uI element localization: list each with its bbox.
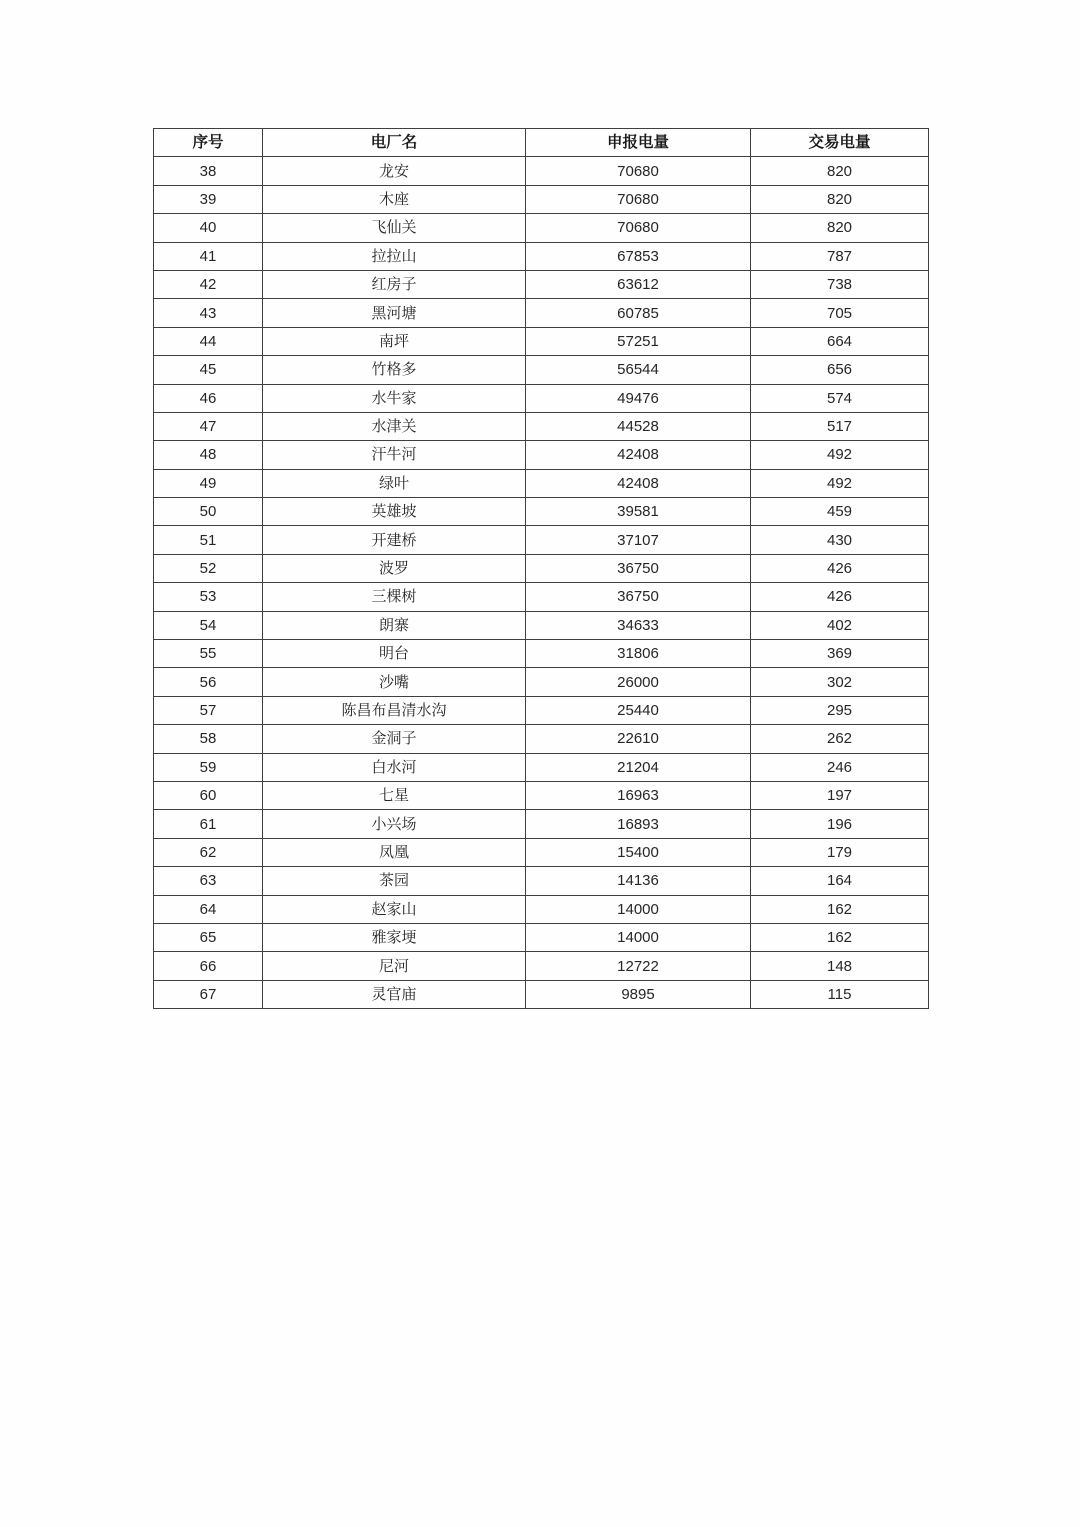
- cell-plant-name: 拉拉山: [263, 242, 526, 270]
- cell-plant-name: 竹格多: [263, 356, 526, 384]
- cell-plant-name: 木座: [263, 185, 526, 213]
- cell-declared-energy: 44528: [526, 412, 751, 440]
- cell-index: 59: [154, 753, 263, 781]
- cell-traded-energy: 162: [751, 923, 929, 951]
- cell-plant-name: 沙嘴: [263, 668, 526, 696]
- cell-traded-energy: 369: [751, 640, 929, 668]
- table-row: [154, 725, 929, 753]
- power-plant-table: [153, 128, 929, 1009]
- cell-index: 53: [154, 583, 263, 611]
- cell-traded-energy: 402: [751, 611, 929, 639]
- table-row: [154, 753, 929, 781]
- table-row: [154, 157, 929, 185]
- table-row: [154, 270, 929, 298]
- cell-traded-energy: 820: [751, 214, 929, 242]
- cell-traded-energy: 738: [751, 270, 929, 298]
- table-row: [154, 356, 929, 384]
- table-row: [154, 498, 929, 526]
- cell-plant-name: 白水河: [263, 753, 526, 781]
- cell-index: 47: [154, 412, 263, 440]
- table-header: [154, 129, 929, 157]
- table-row: [154, 384, 929, 412]
- cell-index: 58: [154, 725, 263, 753]
- cell-index: 60: [154, 781, 263, 809]
- cell-index: 39: [154, 185, 263, 213]
- cell-index: 46: [154, 384, 263, 412]
- cell-declared-energy: 36750: [526, 554, 751, 582]
- table-row: [154, 895, 929, 923]
- cell-declared-energy: 70680: [526, 185, 751, 213]
- table-row: [154, 299, 929, 327]
- cell-traded-energy: 492: [751, 441, 929, 469]
- cell-index: 51: [154, 526, 263, 554]
- cell-index: 49: [154, 469, 263, 497]
- cell-traded-energy: 115: [751, 980, 929, 1008]
- cell-index: 61: [154, 810, 263, 838]
- cell-plant-name: 小兴场: [263, 810, 526, 838]
- cell-index: 55: [154, 640, 263, 668]
- table-row: [154, 810, 929, 838]
- col-header-declared-energy: 申报电量: [526, 129, 751, 157]
- cell-declared-energy: 14136: [526, 867, 751, 895]
- table-row: [154, 242, 929, 270]
- cell-traded-energy: 574: [751, 384, 929, 412]
- cell-plant-name: 黑河塘: [263, 299, 526, 327]
- cell-declared-energy: 42408: [526, 441, 751, 469]
- cell-declared-energy: 39581: [526, 498, 751, 526]
- cell-plant-name: 金洞子: [263, 725, 526, 753]
- cell-index: 40: [154, 214, 263, 242]
- table-row: [154, 214, 929, 242]
- cell-plant-name: 赵家山: [263, 895, 526, 923]
- cell-traded-energy: 430: [751, 526, 929, 554]
- cell-traded-energy: 148: [751, 952, 929, 980]
- col-header-plant-name: 电厂名: [263, 129, 526, 157]
- cell-declared-energy: 9895: [526, 980, 751, 1008]
- cell-plant-name: 明台: [263, 640, 526, 668]
- cell-plant-name: 英雄坡: [263, 498, 526, 526]
- cell-declared-energy: 26000: [526, 668, 751, 696]
- cell-plant-name: 陈昌布昌清水沟: [263, 696, 526, 724]
- cell-declared-energy: 70680: [526, 214, 751, 242]
- cell-index: 43: [154, 299, 263, 327]
- cell-traded-energy: 664: [751, 327, 929, 355]
- table-row: [154, 583, 929, 611]
- table-row: [154, 867, 929, 895]
- cell-traded-energy: 164: [751, 867, 929, 895]
- cell-declared-energy: 14000: [526, 895, 751, 923]
- table-row: [154, 952, 929, 980]
- cell-declared-energy: 16963: [526, 781, 751, 809]
- table-row: [154, 469, 929, 497]
- cell-declared-energy: 34633: [526, 611, 751, 639]
- cell-index: 67: [154, 980, 263, 1008]
- cell-declared-energy: 31806: [526, 640, 751, 668]
- cell-declared-energy: 70680: [526, 157, 751, 185]
- table-row: [154, 412, 929, 440]
- cell-traded-energy: 246: [751, 753, 929, 781]
- cell-index: 52: [154, 554, 263, 582]
- cell-traded-energy: 459: [751, 498, 929, 526]
- table-row: [154, 781, 929, 809]
- table-row: [154, 696, 929, 724]
- cell-traded-energy: 656: [751, 356, 929, 384]
- table-row: [154, 185, 929, 213]
- table-row: [154, 923, 929, 951]
- cell-traded-energy: 787: [751, 242, 929, 270]
- cell-plant-name: 七星: [263, 781, 526, 809]
- cell-index: 64: [154, 895, 263, 923]
- table-row: [154, 526, 929, 554]
- table-body: [154, 157, 929, 1009]
- cell-plant-name: 飞仙关: [263, 214, 526, 242]
- cell-plant-name: 汗牛河: [263, 441, 526, 469]
- table-row: [154, 554, 929, 582]
- cell-traded-energy: 162: [751, 895, 929, 923]
- table-row: [154, 640, 929, 668]
- cell-index: 63: [154, 867, 263, 895]
- table-row: [154, 838, 929, 866]
- col-header-index: 序号: [154, 129, 263, 157]
- table-row: [154, 327, 929, 355]
- cell-plant-name: 龙安: [263, 157, 526, 185]
- cell-declared-energy: 15400: [526, 838, 751, 866]
- cell-index: 62: [154, 838, 263, 866]
- cell-traded-energy: 820: [751, 157, 929, 185]
- cell-declared-energy: 37107: [526, 526, 751, 554]
- cell-declared-energy: 12722: [526, 952, 751, 980]
- cell-traded-energy: 197: [751, 781, 929, 809]
- cell-plant-name: 南坪: [263, 327, 526, 355]
- cell-plant-name: 朗寨: [263, 611, 526, 639]
- cell-index: 56: [154, 668, 263, 696]
- header-row: [154, 129, 929, 157]
- cell-plant-name: 波罗: [263, 554, 526, 582]
- cell-index: 57: [154, 696, 263, 724]
- cell-plant-name: 绿叶: [263, 469, 526, 497]
- cell-index: 48: [154, 441, 263, 469]
- cell-index: 50: [154, 498, 263, 526]
- cell-traded-energy: 295: [751, 696, 929, 724]
- cell-plant-name: 灵官庙: [263, 980, 526, 1008]
- table-row: [154, 611, 929, 639]
- cell-declared-energy: 25440: [526, 696, 751, 724]
- cell-declared-energy: 60785: [526, 299, 751, 327]
- table-row: [154, 668, 929, 696]
- table-row: [154, 980, 929, 1008]
- cell-declared-energy: 56544: [526, 356, 751, 384]
- cell-index: 66: [154, 952, 263, 980]
- cell-plant-name: 茶园: [263, 867, 526, 895]
- cell-declared-energy: 67853: [526, 242, 751, 270]
- cell-plant-name: 红房子: [263, 270, 526, 298]
- cell-declared-energy: 42408: [526, 469, 751, 497]
- cell-index: 45: [154, 356, 263, 384]
- cell-declared-energy: 36750: [526, 583, 751, 611]
- cell-declared-energy: 16893: [526, 810, 751, 838]
- cell-plant-name: 雅家埂: [263, 923, 526, 951]
- cell-declared-energy: 63612: [526, 270, 751, 298]
- cell-declared-energy: 21204: [526, 753, 751, 781]
- col-header-traded-energy: 交易电量: [751, 129, 929, 157]
- cell-index: 42: [154, 270, 263, 298]
- cell-traded-energy: 492: [751, 469, 929, 497]
- cell-traded-energy: 196: [751, 810, 929, 838]
- cell-traded-energy: 705: [751, 299, 929, 327]
- cell-traded-energy: 820: [751, 185, 929, 213]
- cell-plant-name: 开建桥: [263, 526, 526, 554]
- cell-traded-energy: 517: [751, 412, 929, 440]
- cell-declared-energy: 49476: [526, 384, 751, 412]
- cell-index: 65: [154, 923, 263, 951]
- cell-plant-name: 凤凰: [263, 838, 526, 866]
- cell-traded-energy: 262: [751, 725, 929, 753]
- cell-index: 54: [154, 611, 263, 639]
- table-row: [154, 441, 929, 469]
- cell-plant-name: 水牛家: [263, 384, 526, 412]
- cell-index: 41: [154, 242, 263, 270]
- cell-traded-energy: 302: [751, 668, 929, 696]
- cell-index: 38: [154, 157, 263, 185]
- cell-traded-energy: 426: [751, 554, 929, 582]
- cell-declared-energy: 57251: [526, 327, 751, 355]
- cell-traded-energy: 426: [751, 583, 929, 611]
- cell-declared-energy: 22610: [526, 725, 751, 753]
- cell-plant-name: 三棵树: [263, 583, 526, 611]
- cell-traded-energy: 179: [751, 838, 929, 866]
- cell-declared-energy: 14000: [526, 923, 751, 951]
- cell-plant-name: 尼河: [263, 952, 526, 980]
- cell-index: 44: [154, 327, 263, 355]
- cell-plant-name: 水津关: [263, 412, 526, 440]
